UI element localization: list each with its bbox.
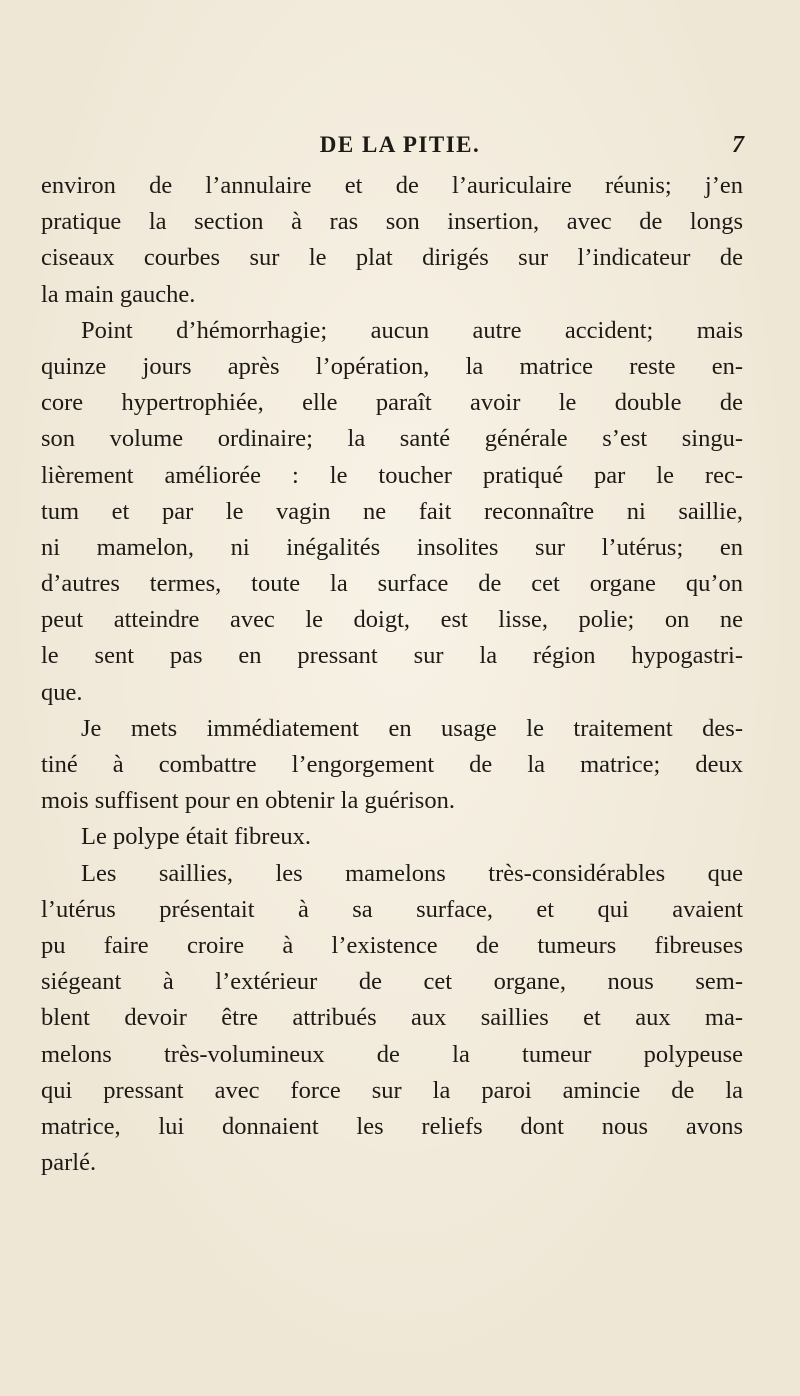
- text-line: lièrement améliorée : le toucher pratiqué par le rec-: [41, 461, 743, 489]
- text-line: son volume ordinaire; la santé générale s’est singu-: [41, 425, 743, 453]
- text-line: ni mamelon, ni inégalités insolites sur l’utérus; en: [41, 533, 743, 561]
- text-line: Point d’hémorrhagie; aucun autre accident; mais: [81, 316, 743, 344]
- text-line: que.: [41, 678, 83, 706]
- text-line: qui pressant avec force sur la paroi amincie de la: [41, 1076, 743, 1104]
- page-number: 7: [732, 132, 744, 158]
- text-line: blent devoir être attribués aux saillies et aux ma-: [41, 1004, 743, 1032]
- text-line: Le polype était fibreux.: [81, 823, 311, 851]
- running-title: DE LA PITIE.: [319, 132, 481, 157]
- text-line: quinze jours après l’opération, la matrice reste en-: [41, 352, 743, 380]
- text-line: parlé.: [41, 1149, 97, 1177]
- text-line: core hypertrophiée, elle paraît avoir le double de: [41, 389, 743, 417]
- text-line: l’utérus présentait à sa surface, et qui avaient: [41, 895, 743, 923]
- text-line: tiné à combattre l’engorgement de la matrice; deux: [41, 751, 743, 778]
- text-line: mois suffisent pour en obtenir la guérison.: [41, 787, 455, 815]
- text-line: siégeant à l’extérieur de cet organe, nous sem-: [41, 968, 743, 996]
- text-line: le sent pas en pressant sur la région hypogastri-: [41, 642, 743, 670]
- body-text: [41, 168, 743, 1181]
- text-line: melons très-volumineux de la tumeur polypeuse: [41, 1040, 743, 1068]
- text-line: ciseaux courbes sur le plat dirigés sur l’indicateur de: [41, 244, 743, 272]
- text-line: Je mets immédiatement en usage le traitement des-: [81, 714, 743, 742]
- text-line: pratique la section à ras son insertion, avec de longs: [41, 208, 743, 236]
- text-line: environ de l’annulaire et de l’auriculaire réunis; j’en: [41, 172, 743, 199]
- text-line: d’autres termes, toute la surface de cet organe qu’on: [41, 570, 743, 598]
- text-line: matrice, lui donnaient les reliefs dont nous avons: [41, 1112, 743, 1140]
- page-header: [0, 132, 800, 168]
- text-line: tum et par le vagin ne fait reconnaître ni saillie,: [41, 497, 743, 525]
- text-line: la main gauche.: [41, 280, 196, 308]
- text-line: Les saillies, les mamelons très-considérables que: [81, 859, 743, 887]
- text-line: pu faire croire à l’existence de tumeurs fibreuses: [41, 931, 743, 959]
- text-line: peut atteindre avec le doigt, est lisse, polie; on ne: [41, 606, 743, 634]
